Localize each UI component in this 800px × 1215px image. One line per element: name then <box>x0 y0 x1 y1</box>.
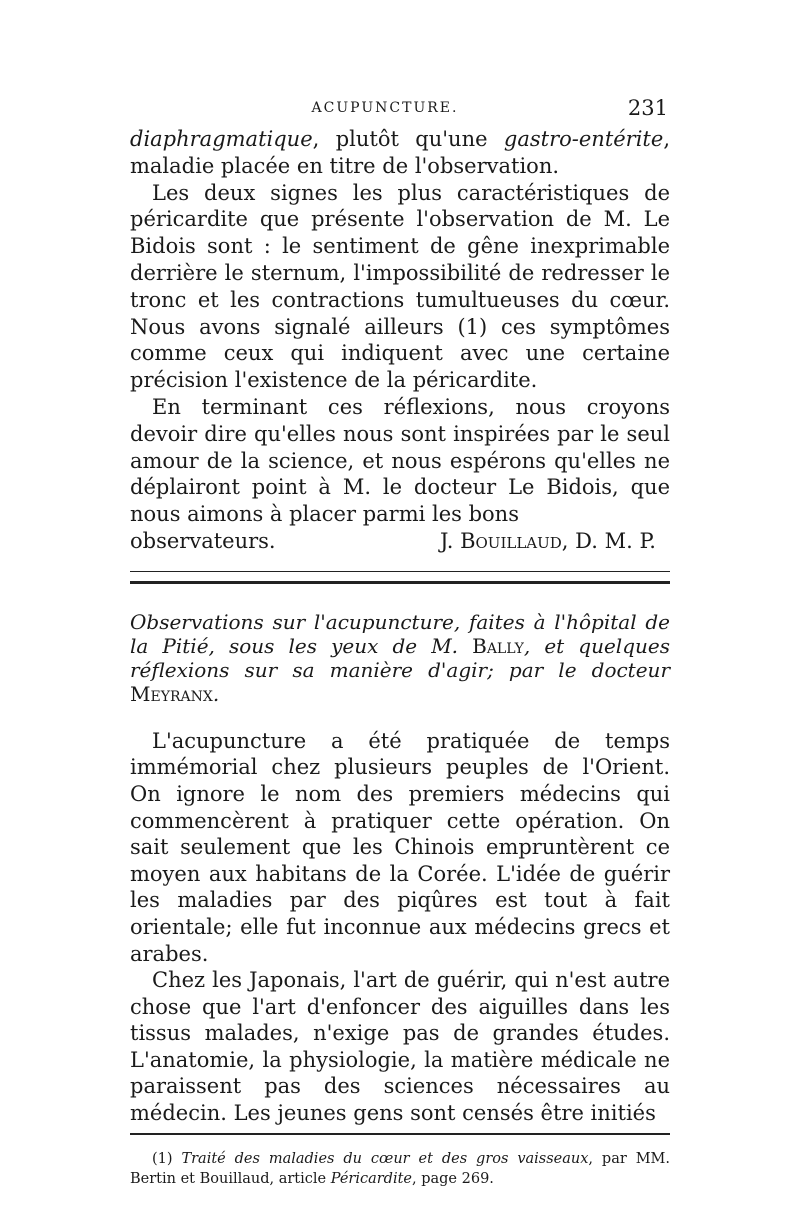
italic-term: gastro-entérite <box>503 127 664 151</box>
paragraph-text: , maladie placée en titre de l'observation. <box>130 127 670 178</box>
footnote <box>130 1149 670 1189</box>
title-text: Observations sur l'acupuncture, faites à l'hôpital de la Pitié, sous les yeux de M. <box>130 609 670 658</box>
page-number: 231 <box>627 96 668 120</box>
footnote-italic: Péricardite <box>330 1170 412 1187</box>
footnote-text: , page 269. <box>412 1170 494 1187</box>
article-body <box>130 728 670 1127</box>
paragraph: Les deux signes les plus caractéristiques de péricardite que présente l'observation de M. Le Bidois sont : le sentiment de gêne inexprimable derrière le sternum, l'impossibilité de redresser le tronc et les contractions tumultueuses du cœur. Nous avons signalé ailleurs (1) ces symptômes comme ceux qui indiquent avec une certaine précision l'existence de la péricardite. <box>130 180 670 393</box>
section-divider <box>130 571 670 584</box>
footnote-divider <box>130 1133 670 1135</box>
signature-line <box>130 528 670 555</box>
footnote-text: , par MM. Bertin et Bouillaud, article <box>130 1150 670 1187</box>
title-text: . <box>212 681 220 706</box>
footnote-marker: (1) <box>152 1150 182 1167</box>
title-name: Meyranx <box>130 681 213 706</box>
paragraph: Chez les Japonais, l'art de guérir, qui n'est autre chose que l'art d'enfoncer des aiguilles dans les tissus malades, n'exige pas de grandes études. L'anatomie, la physiologie, la matière médicale ne paraissent pas des sciences nécessaires au médecin. Les jeunes gens sont censés être initiés <box>130 968 670 1126</box>
page-header <box>130 96 670 126</box>
paragraph: En terminant ces réflexions, nous croyons devoir dire qu'elles nous sont inspirées par le seul amour de la science, et nous espérons qu'elles ne déplairont point à M. le docteur Le Bidois, que nous aimons à placer parmi les bons <box>130 394 670 527</box>
signature-left-text: observateurs. <box>130 528 276 553</box>
author-signature: J. Bouillaud, D. M. P. <box>439 528 656 553</box>
first-article-conclusion <box>130 126 670 555</box>
running-title: ACUPUNCTURE. <box>311 100 459 116</box>
book-page <box>130 96 670 1189</box>
article-title <box>130 610 670 706</box>
paragraph: L'acupuncture a été pratiquée de temps immémorial chez plusieurs peuples de l'Orient. On ignore le nom des premiers médecins qui commencèrent à pratiquer cette opération. On sait seulement que les Chinois empruntèrent ce moyen aux habitans de la Corée. L'idée de guérir les maladies par des piqûres est tout à fait orientale; elle fut inconnue aux médecins grecs et arabes. <box>130 728 670 966</box>
title-text: , et quelques réflexions sur sa manière d'agir; par le docteur <box>130 633 670 682</box>
paragraph-continuation <box>130 126 670 180</box>
footnote-italic: Traité des maladies du cœur et des gros vaisseaux <box>181 1150 589 1167</box>
title-name: Bally <box>472 633 524 658</box>
italic-term: diaphragmatique <box>130 127 313 151</box>
paragraph-text: , plutôt qu'une <box>312 127 504 151</box>
